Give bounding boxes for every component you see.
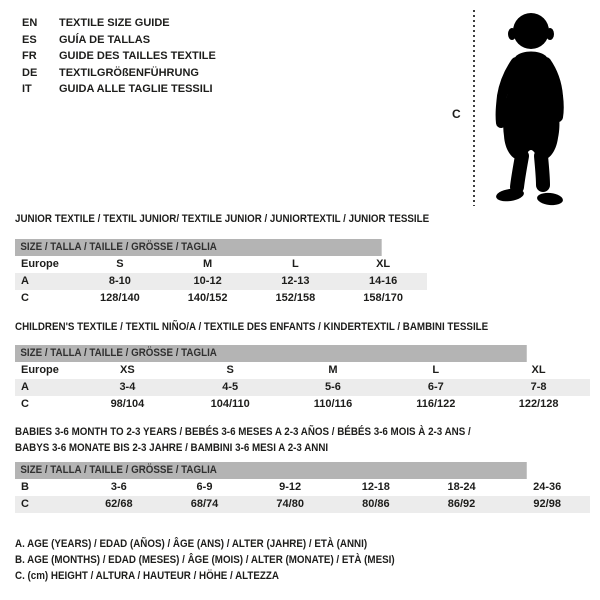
size-cell: XL — [531, 364, 546, 376]
table-row-height — [15, 396, 590, 413]
baby-silhouette — [483, 6, 589, 208]
row-label: A — [21, 381, 29, 393]
size-cell: S — [226, 364, 234, 376]
language-code: DE — [22, 66, 38, 79]
table-row-height — [15, 290, 427, 307]
language-row-de — [22, 65, 216, 82]
age-cell: 18-24 — [447, 481, 476, 493]
age-cell: 12-13 — [281, 275, 310, 287]
legend-line-c: C. (cm) HEIGHT / ALTURA / HAUTEUR / HÖHE / ALTEZZA — [15, 570, 279, 583]
table-row-europe — [15, 362, 590, 379]
legend-line-b: B. AGE (MONTHS) / EDAD (MESES) / ÂGE (MOIS) / ALTER (MONATE) / ETÀ (MESI) — [15, 554, 395, 567]
size-cell: XS — [120, 364, 135, 376]
age-cell: 4-5 — [222, 381, 239, 393]
size-cell: XL — [376, 258, 391, 270]
language-row-fr — [22, 48, 216, 65]
language-label: TEXTILGRÖßENFÜHRUNG — [59, 66, 199, 79]
language-label: GUÍA DE TALLAS — [59, 33, 151, 46]
height-cell: 98/104 — [110, 398, 145, 410]
junior-size-table — [15, 239, 427, 307]
legend-line-a: A. AGE (YEARS) / EDAD (AÑOS) / ÂGE (ANS) / ALTER (JAHRE) / ETÀ (ANNI) — [15, 538, 368, 550]
row-label: Europe — [21, 258, 59, 270]
size-cell: M — [328, 364, 338, 376]
height-cell: 80/86 — [362, 498, 390, 510]
height-cell: 104/110 — [210, 398, 250, 410]
language-code: FR — [22, 50, 37, 63]
row-label: C — [21, 498, 29, 510]
section-title-line: BABYS 3-6 MONATE BIS 2-3 JAHRE / BAMBINI 3-6 MESI A 2-3 ANNI — [15, 442, 329, 454]
measure-label-c: C — [452, 107, 461, 121]
size-header-bar: SIZE / TALLA / TAILLE / GRÖSSE / TAGLIA — [15, 239, 382, 256]
language-code: IT — [22, 83, 32, 96]
size-cell: L — [292, 258, 299, 270]
language-label: GUIDE DES TAILLES TEXTILE — [59, 50, 216, 63]
size-header-bar: SIZE / TALLA / TAILLE / GRÖSSE / TAGLIA — [15, 462, 527, 479]
height-cell: 86/92 — [447, 498, 476, 510]
height-cell: 128/140 — [99, 292, 140, 304]
age-cell: 3-4 — [119, 381, 136, 393]
table-row-age-months — [15, 479, 590, 496]
height-measure-dotted-line — [473, 10, 475, 206]
language-row-es — [22, 32, 216, 49]
height-cell: 158/170 — [363, 292, 403, 304]
row-label: C — [21, 398, 29, 410]
age-cell: 3-6 — [110, 481, 127, 493]
age-cell: 5-6 — [325, 381, 341, 393]
age-cell: 9-12 — [279, 481, 302, 493]
children-size-table — [15, 345, 590, 413]
age-cell: 6-7 — [427, 381, 444, 393]
size-cell: L — [432, 364, 440, 376]
language-label: TEXTILE SIZE GUIDE — [59, 17, 170, 29]
age-cell: 14-16 — [369, 275, 398, 287]
row-label: C — [21, 292, 29, 304]
language-code: ES — [22, 33, 37, 46]
age-cell: 7-8 — [530, 381, 547, 393]
age-cell: 10-12 — [193, 275, 222, 287]
size-cell: M — [203, 258, 213, 270]
language-row-it — [22, 81, 216, 98]
age-cell: 24-36 — [533, 481, 562, 493]
section-title-line: BABIES 3-6 MONTH TO 2-3 YEARS / BEBÉS 3-6 MESES A 2-3 AÑOS / BÉBÉS 3-6 MOIS À 2-3 ANS / — [15, 426, 471, 438]
language-header — [22, 15, 216, 98]
size-header-bar: SIZE / TALLA / TAILLE / GRÖSSE / TAGLIA — [15, 345, 527, 362]
section-title-junior: JUNIOR TEXTILE / TEXTIL JUNIOR/ TEXTILE JUNIOR / JUNIORTEXTIL / JUNIOR TESSILE — [15, 213, 430, 225]
language-code: EN — [22, 17, 38, 29]
age-cell: 6-9 — [196, 481, 213, 493]
table-row-europe — [15, 256, 427, 273]
height-cell: 68/74 — [190, 498, 219, 510]
legend — [15, 536, 442, 585]
height-cell: 152/158 — [275, 292, 316, 304]
table-row-height — [15, 496, 590, 513]
height-cell: 92/98 — [533, 498, 561, 510]
height-cell: 122/128 — [518, 398, 559, 410]
table-row-age — [15, 379, 590, 396]
age-cell: 8-10 — [108, 275, 131, 287]
babies-size-table — [15, 462, 590, 513]
age-cell: 12-18 — [361, 481, 390, 493]
height-cell: 62/68 — [105, 498, 133, 510]
height-cell: 140/152 — [187, 292, 228, 304]
height-cell: 74/80 — [276, 498, 304, 510]
height-cell: 110/116 — [313, 398, 353, 410]
section-title-children: CHILDREN'S TEXTILE / TEXTIL NIÑO/A / TEXTILE DES ENFANTS / KINDERTEXTIL / BAMBINI TESSILE — [15, 321, 489, 333]
size-cell: S — [116, 258, 124, 270]
table-row-age — [15, 273, 427, 290]
language-row-en — [22, 15, 216, 32]
row-label: B — [21, 481, 29, 493]
section-title-babies — [15, 424, 527, 456]
language-label: GUIDA ALLE TAGLIE TESSILI — [59, 83, 213, 96]
row-label: A — [21, 275, 29, 287]
row-label: Europe — [21, 364, 59, 376]
height-cell: 116/122 — [416, 398, 456, 410]
